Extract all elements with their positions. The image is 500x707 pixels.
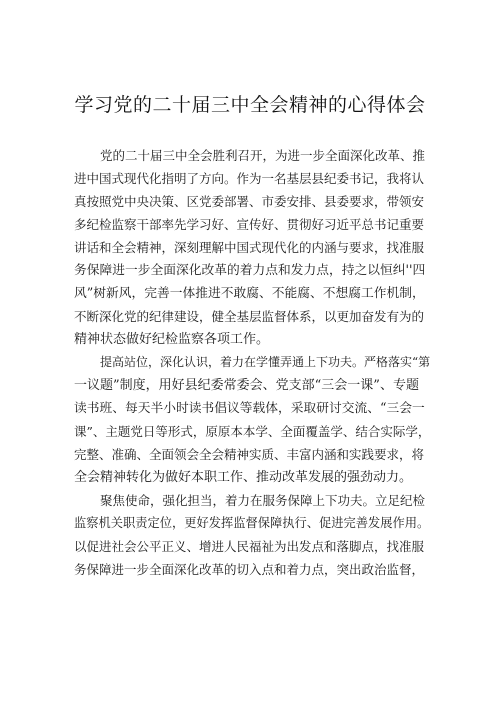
- paragraph-line: 风”树新风，完善一体推进不敢腐、不能腐、不想腐工作机制，: [74, 286, 425, 301]
- paragraph-line: 以促进社会公平正义、增进人民福祉为出发点和落脚点，找准服: [74, 539, 425, 554]
- paragraph-3: [74, 489, 430, 581]
- paragraph-line: 务保障进一步全面深化改革的着力点和发力点，持之以恒纠''四: [74, 263, 426, 278]
- paragraph-line: 读书班、每天半小时读书倡议等载体，采取研讨交流、“三会一: [74, 401, 425, 416]
- paragraph-line: 聚焦使命，强化担当，着力在服务保障上下功夫。立足纪检: [100, 493, 426, 508]
- document-title: 学习党的二十届三中全会精神的心得体会: [74, 94, 426, 116]
- paragraph-line: 全会精神转化为做好本职工作、推动改革发展的强劲动力。: [74, 470, 413, 485]
- paragraph-line: 进中国式现代化指明了方向。作为一名基层县纪委书记，我将认: [74, 171, 425, 186]
- document-body: [74, 144, 430, 581]
- paragraph-line: 不断深化党的纪律建设，健全基层监督体系，以更加奋发有为的: [74, 309, 425, 324]
- paragraph-line: 课”、主题党日等形式，原原本本学、全面覆盖学、结合实际学，: [74, 424, 431, 439]
- paragraph-1: [74, 144, 430, 351]
- paragraph-line: 多纪检监察干部率先学习好、宣传好、贯彻好习近平总书记重要: [74, 217, 425, 232]
- paragraph-line: 精神状态做好纪检监察各项工作。: [74, 332, 270, 347]
- paragraph-line: 讲话和全会精神，深刻理解中国式现代化的内涵与要求，找准服: [74, 240, 425, 255]
- paragraph-line: 完整、准确、全面领会全会精神实质、丰富内涵和实践要求，将: [74, 447, 425, 462]
- paragraph-2: [74, 351, 430, 489]
- paragraph-line: 一议题”制度，用好县纪委常委会、党支部“三会一课”、专题: [74, 378, 419, 393]
- paragraph-line: 监察机关职责定位，更好发挥监督保障执行、促进完善发展作用。: [74, 516, 430, 530]
- paragraph-line: 提高站位，深化认识，着力在学懂弄通上下功夫。严格落实“第: [100, 355, 431, 369]
- paragraph-line: 党的二十届三中全会胜利召开，为进一步全面深化改革、推: [100, 148, 426, 163]
- paragraph-line: 务保障进一步全面深化改革的切入点和着力点，突出政治监督，: [74, 562, 425, 577]
- paragraph-line: 真按照党中央决策、区党委部署、市委安排、县委要求，带领安: [74, 194, 425, 209]
